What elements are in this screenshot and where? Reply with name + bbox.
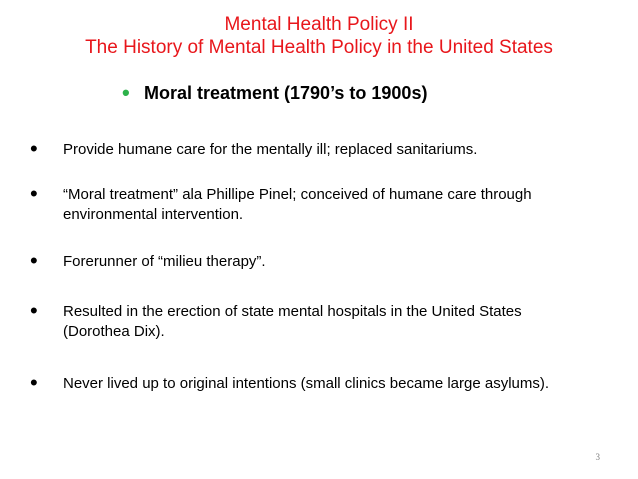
heading-text: Moral treatment (1790’s to 1900s): [144, 83, 428, 103]
bullet-text: Provide humane care for the mentally ill; replaced sanitariums.: [63, 141, 478, 158]
bullet-icon: •: [30, 370, 38, 395]
bullet-icon: •: [30, 136, 38, 161]
page-number: 3: [595, 452, 600, 462]
title-line-2: The History of Mental Health Policy in the United States: [85, 37, 553, 58]
title-line-1: Mental Health Policy II: [224, 14, 414, 35]
section-heading: [122, 80, 427, 106]
bullet-text: Forerunner of “milieu therapy”.: [63, 253, 266, 270]
bullet-item-1: [30, 136, 590, 161]
bullet-item-3: [30, 248, 590, 273]
slide-title: [0, 13, 638, 59]
bullet-text: Never lived up to original intentions (small clinics became large asylums).: [63, 375, 550, 392]
heading-bullet-icon: •: [122, 80, 130, 105]
bullet-item-5: [30, 370, 590, 395]
bullet-item-2: [30, 181, 590, 225]
bullet-text: Resulted in the erection of state mental hospitals in the United States (Dorothea Dix).: [63, 303, 522, 340]
bullet-icon: •: [30, 248, 38, 273]
bullet-text: “Moral treatment” ala Phillipe Pinel; conceived of humane care through environmental intervention.: [63, 186, 532, 223]
bullet-icon: •: [30, 298, 38, 323]
bullet-icon: •: [30, 181, 38, 206]
bullet-item-4: [30, 298, 590, 342]
